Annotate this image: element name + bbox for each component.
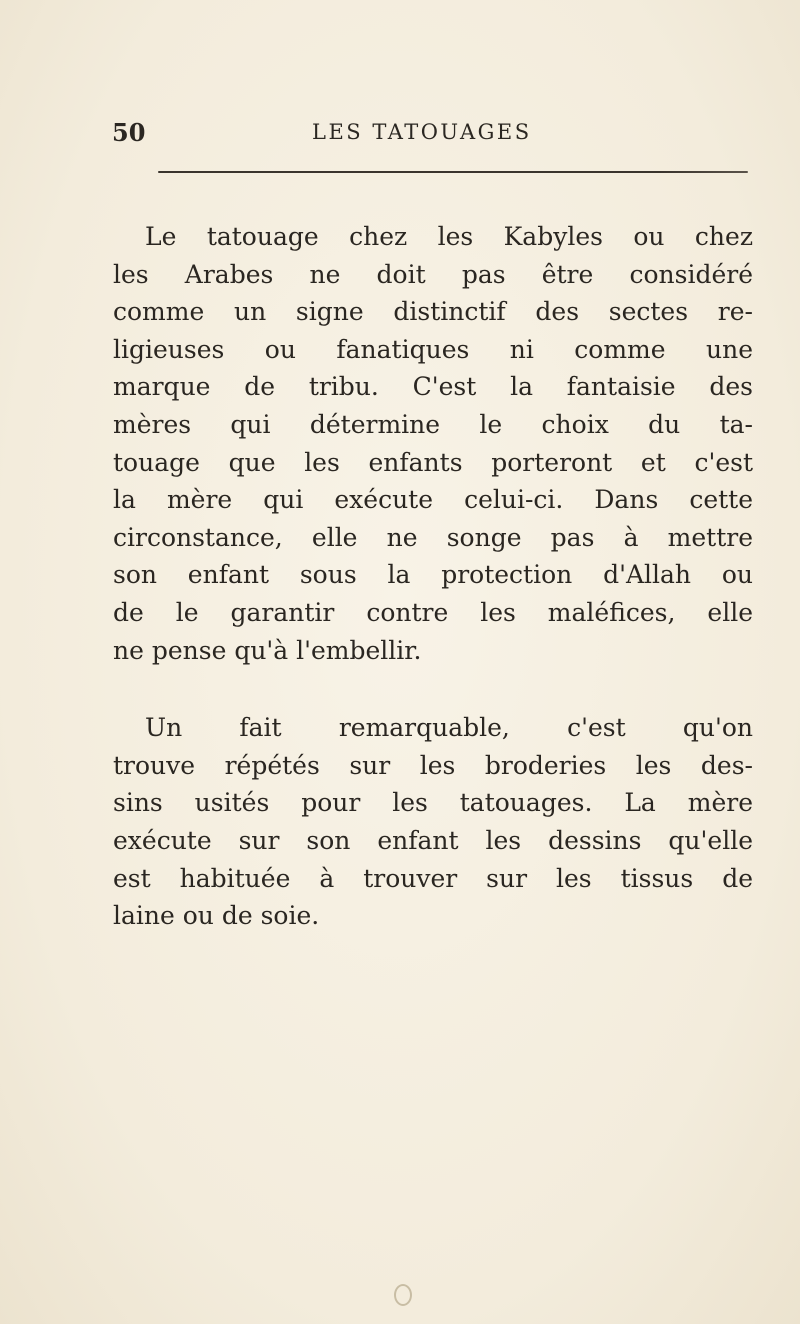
running-title: LES TATOUAGES (312, 120, 532, 144)
text-line: son enfant sous la protection d'Allah ou (113, 560, 753, 590)
text-line: exécute sur son enfant les dessins qu'elle (113, 825, 753, 855)
text-line: marque de tribu. C'est la fantaisie des (113, 372, 753, 402)
text-line: trouve répétés sur les broderies les des- (113, 750, 753, 780)
text-line: ligieuses ou fanatiques ni comme une (113, 334, 753, 364)
text-line: est habituée à trouver sur les tissus de (113, 863, 753, 893)
header-rule (158, 171, 748, 173)
text-line: sins usités pour les tatouages. La mère (113, 788, 753, 818)
paragraph-1 (113, 218, 753, 669)
text-line: Un fait remarquable, c'est qu'on (145, 713, 753, 743)
text-line: circonstance, elle ne songe pas à mettre (113, 522, 753, 552)
page-number: 50 (112, 118, 146, 147)
paper-blemish (394, 1284, 412, 1306)
text-line: touage que les enfants porteront et c'est (113, 447, 753, 477)
page-header (112, 118, 752, 152)
text-line: la mère qui exécute celui-ci. Dans cette (113, 485, 753, 515)
text-line: comme un signe distinctif des sectes re- (113, 297, 753, 327)
body-text (113, 218, 753, 935)
text-line: laine ou de soie. (113, 901, 320, 931)
text-line: Le tatouage chez les Kabyles ou chez (145, 222, 753, 251)
text-line: de le garantir contre les maléfices, elle (113, 597, 753, 627)
text-line: les Arabes ne doit pas être considéré (113, 259, 753, 289)
text-line: ne pense qu'à l'embellir. (113, 635, 422, 665)
text-line: mères qui détermine le choix du ta- (113, 409, 753, 439)
paragraph-2 (113, 709, 753, 935)
